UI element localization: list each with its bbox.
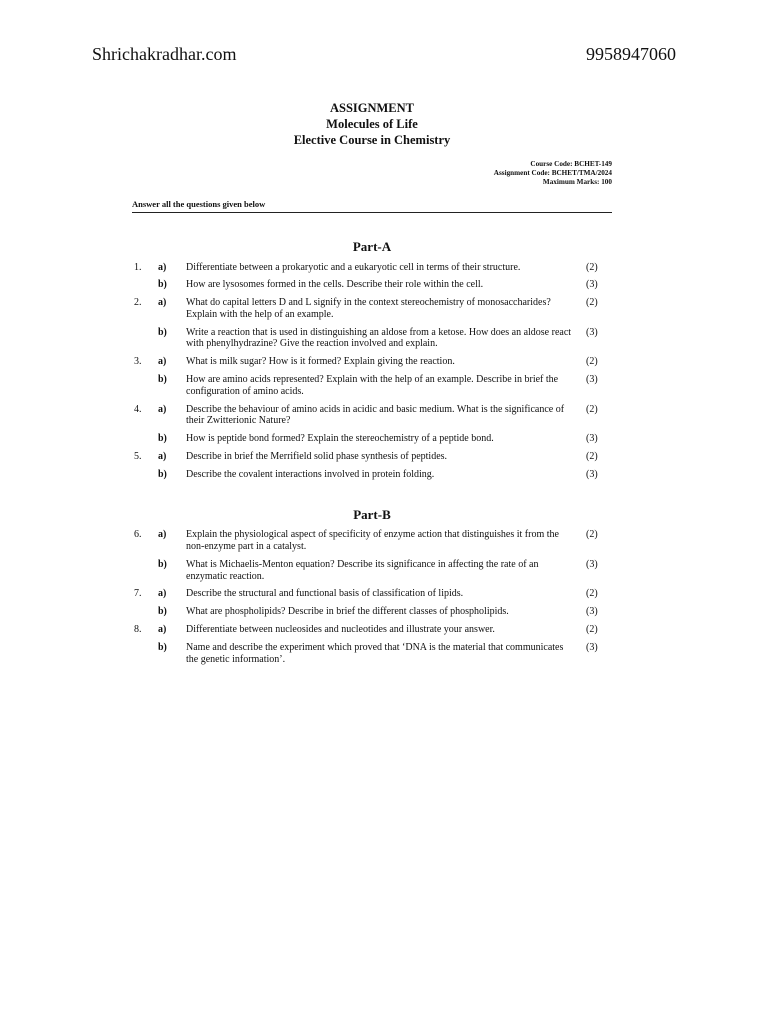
question-text: How are lysosomes formed in the cells. Describe their role within the cell. — [186, 279, 484, 291]
course-subtitle: Elective Course in Chemistry — [293, 133, 451, 147]
question-marks: (3) — [586, 326, 598, 338]
question-row — [132, 356, 612, 368]
question-row — [132, 433, 612, 445]
assignment-heading: ASSIGNMENT — [329, 101, 415, 115]
question-number: 4. — [134, 403, 142, 415]
question-row — [132, 297, 612, 321]
title-block — [132, 100, 612, 148]
question-sub: b) — [158, 641, 167, 653]
part-b-questions — [132, 529, 612, 665]
assignment-code: Assignment Code: BCHET/TMA/2024 — [493, 169, 612, 177]
phone-number: 9958947060 — [586, 44, 676, 64]
question-text: Write a reaction that is used in distinguishing an aldose from a ketose. How does an aldose react with phenylhydrazine? Give the reaction involved and explain. — [186, 326, 572, 350]
question-marks: (2) — [586, 297, 598, 309]
question-number: 1. — [134, 261, 142, 273]
question-row — [132, 327, 612, 351]
code-block — [132, 160, 612, 187]
part-a-questions — [132, 262, 612, 481]
question-text: What do capital letters D and L signify in the context stereochemistry of monosaccharides? Explain with the help of an example. — [186, 297, 551, 320]
question-text: How is peptide bond formed? Explain the stereochemistry of a peptide bond. — [186, 433, 494, 445]
question-text: Name and describe the experiment which proved that ‘DNA is the material that communicates the genetic information’. — [186, 641, 564, 665]
question-row — [132, 451, 612, 463]
question-marks: (2) — [586, 356, 598, 368]
question-sub: b) — [158, 606, 167, 618]
question-sub: a) — [158, 356, 167, 368]
question-text: What is milk sugar? How is it formed? Explain giving the reaction. — [186, 356, 455, 368]
question-number: 6. — [134, 529, 142, 541]
question-number: 3. — [134, 356, 142, 368]
question-text: Explain the physiological aspect of specificity of enzyme action that distinguishes it from the non-enzyme part in a catalyst. — [186, 529, 559, 553]
question-row — [132, 624, 612, 636]
question-marks: (3) — [586, 374, 598, 386]
course-title: Molecules of Life — [326, 117, 418, 131]
question-marks: (3) — [586, 558, 598, 570]
question-number: 8. — [134, 624, 142, 636]
maximum-marks: Maximum Marks: 100 — [542, 178, 612, 186]
question-text: Describe in brief the Merrifield solid phase synthesis of peptides. — [186, 451, 448, 463]
question-text: How are amino acids represented? Explain with the help of an example. Describe in brief the configuration of amino acids. — [186, 374, 559, 397]
question-row — [132, 529, 612, 553]
question-number: 7. — [134, 588, 142, 600]
question-row — [132, 262, 612, 274]
question-row — [132, 279, 612, 291]
question-marks: (3) — [586, 433, 598, 445]
question-text: Describe the covalent interactions involved in protein folding. — [186, 468, 435, 480]
question-row — [132, 642, 612, 666]
question-marks: (2) — [586, 451, 598, 463]
question-marks: (2) — [586, 403, 598, 415]
question-row — [132, 404, 612, 428]
question-text: Describe the behaviour of amino acids in acidic and basic medium. What is the significance of their Zwitterionic Nature? — [186, 403, 565, 427]
instruction-line: Answer all the questions given below — [132, 199, 612, 213]
question-marks: (2) — [586, 624, 598, 636]
question-sub: b) — [158, 279, 167, 291]
question-sub: b) — [158, 326, 167, 338]
question-marks: (2) — [586, 529, 598, 541]
question-number: 2. — [134, 297, 142, 309]
question-sub: b) — [158, 374, 167, 386]
question-sub: a) — [158, 624, 167, 636]
part-b-title: Part-B — [353, 506, 391, 522]
site-name: Shrichakradhar.com — [92, 44, 237, 64]
assignment-document — [132, 100, 612, 671]
question-marks: (3) — [586, 279, 598, 291]
question-sub: a) — [158, 529, 167, 541]
question-sub: b) — [158, 558, 167, 570]
question-marks: (2) — [586, 588, 598, 600]
question-marks: (3) — [586, 606, 598, 618]
question-row — [132, 469, 612, 481]
question-number: 5. — [134, 451, 142, 463]
question-marks: (2) — [586, 261, 598, 273]
question-sub: a) — [158, 451, 167, 463]
question-marks: (3) — [586, 468, 598, 480]
question-sub: a) — [158, 403, 167, 415]
question-sub: b) — [158, 433, 167, 445]
question-row — [132, 588, 612, 600]
question-text: What are phospholipids? Describe in brief the different classes of phospholipids. — [186, 606, 509, 618]
course-code: Course Code: BCHET-149 — [530, 160, 612, 168]
part-a-title: Part-A — [352, 238, 392, 254]
question-text: Differentiate between a prokaryotic and a eukaryotic cell in terms of their structure. — [186, 261, 521, 273]
question-sub: b) — [158, 468, 167, 480]
question-marks: (3) — [586, 641, 598, 653]
question-row — [132, 559, 612, 583]
question-text: Differentiate between nucleosides and nucleotides and illustrate your answer. — [186, 624, 495, 636]
question-sub: a) — [158, 261, 167, 273]
question-sub: a) — [158, 588, 167, 600]
question-text: Describe the structural and functional basis of classification of lipids. — [186, 588, 464, 600]
question-row — [132, 606, 612, 618]
question-sub: a) — [158, 297, 167, 309]
question-text: What is Michaelis-Menton equation? Describe its significance in affecting the rate of an enzymatic reaction. — [186, 558, 539, 582]
question-row — [132, 374, 612, 398]
